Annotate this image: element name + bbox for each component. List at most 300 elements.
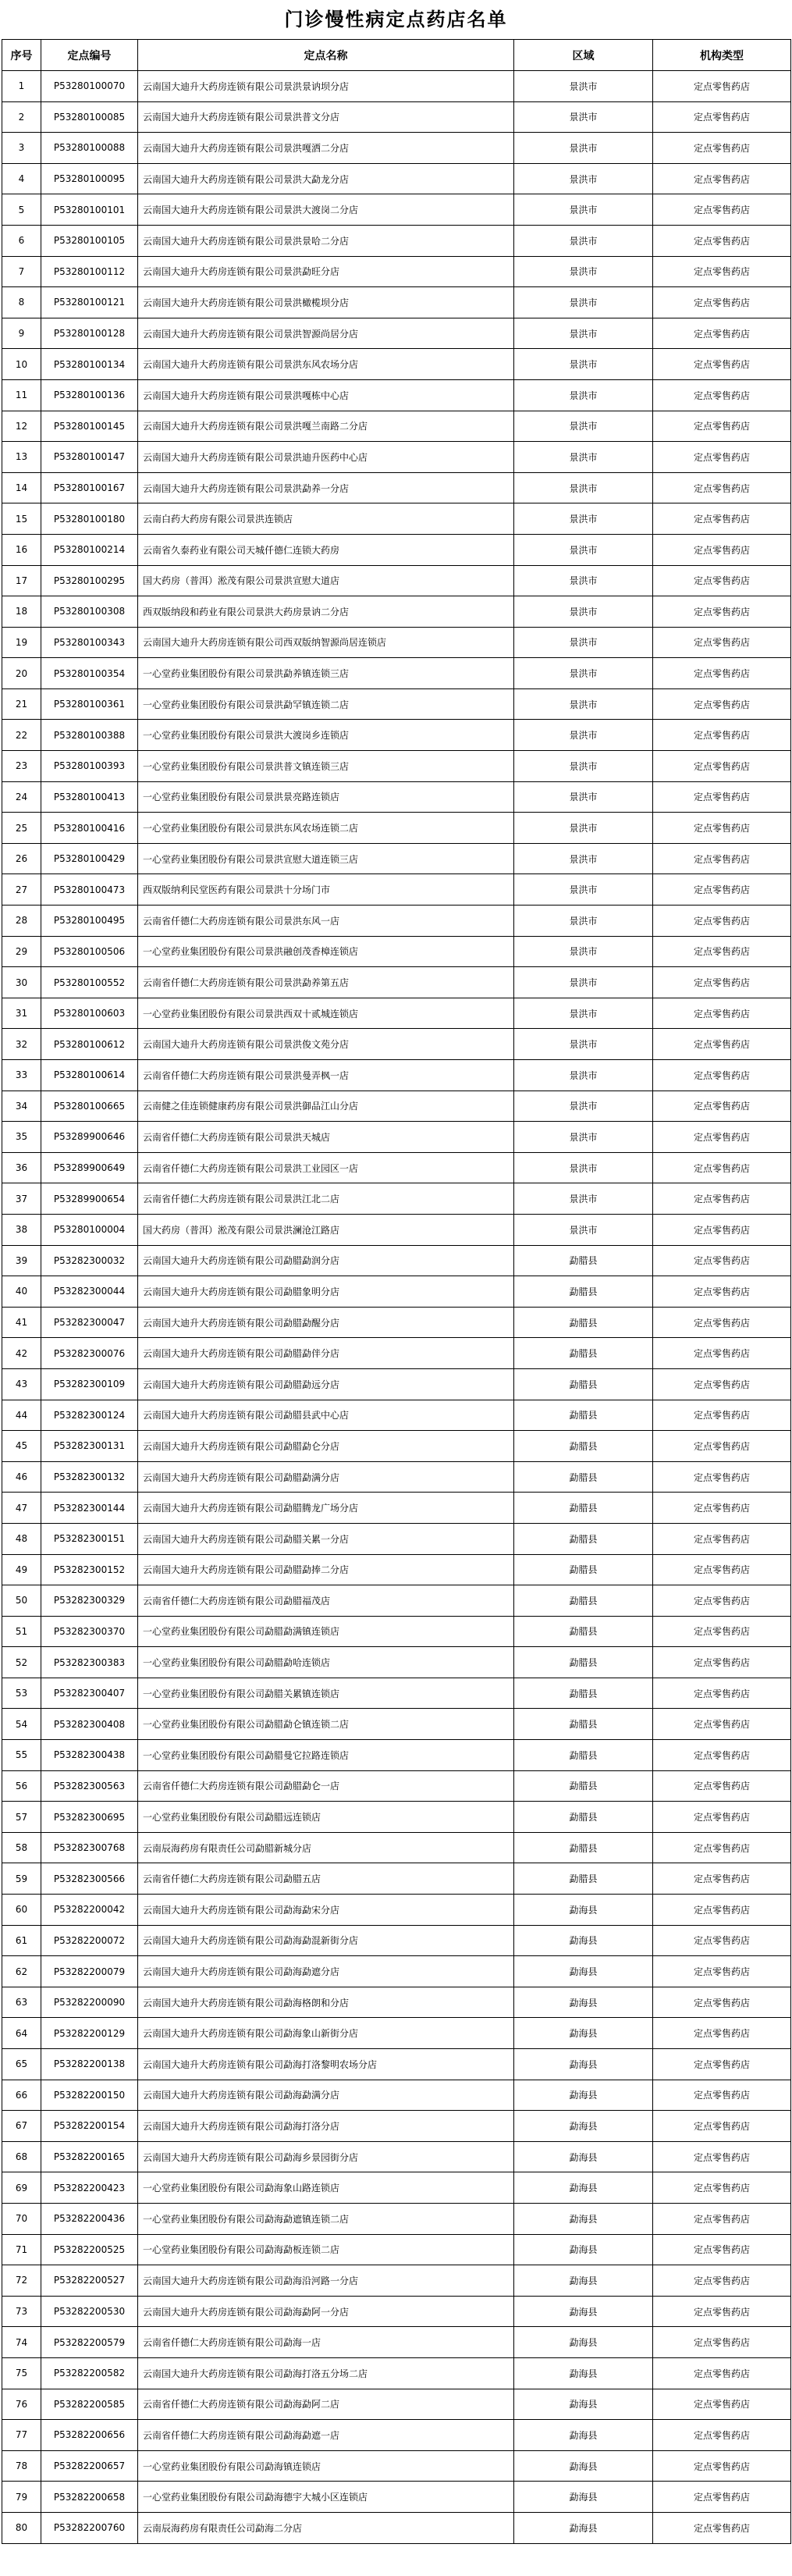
- cell-code: P53282200042: [41, 1895, 138, 1926]
- cell-type: 定点零售药店: [653, 688, 791, 720]
- cell-type: 定点零售药店: [653, 813, 791, 844]
- cell-region: 勐腊县: [514, 1523, 653, 1554]
- cell-type: 定点零售药店: [653, 1678, 791, 1709]
- cell-type: 定点零售药店: [653, 1183, 791, 1215]
- table-row: [2, 2450, 791, 2482]
- cell-name: 一心堂药业集团股份有限公司景洪西双十贰城连锁店: [138, 998, 514, 1029]
- cell-type: 定点零售药店: [653, 225, 791, 256]
- cell-type: 定点零售药店: [653, 1770, 791, 1802]
- cell-code: P53282200579: [41, 2327, 138, 2358]
- cell-region: 勐海县: [514, 2482, 653, 2513]
- cell-name: 云南国大迪升大药房连锁有限公司西双版纳智源尚居连锁店: [138, 627, 514, 658]
- table-row: [2, 1863, 791, 1895]
- cell-region: 勐腊县: [514, 1770, 653, 1802]
- cell-code: P53280100495: [41, 906, 138, 937]
- cell-type: 定点零售药店: [653, 163, 791, 194]
- cell-code: P53280100112: [41, 256, 138, 287]
- table-row: [2, 534, 791, 565]
- table-row: [2, 1987, 791, 2018]
- cell-type: 定点零售药店: [653, 2482, 791, 2513]
- table-row: [2, 1554, 791, 1585]
- cell-type: 定点零售药店: [653, 2172, 791, 2204]
- cell-type: 定点零售药店: [653, 2450, 791, 2482]
- cell-region: 勐海县: [514, 1895, 653, 1926]
- table-row: [2, 2172, 791, 2204]
- cell-code: P53280100085: [41, 101, 138, 133]
- cell-name: 云南国大迪升大药房连锁有限公司勐海象山新街分店: [138, 2018, 514, 2049]
- cell-code: P53282300152: [41, 1554, 138, 1585]
- cell-region: 勐腊县: [514, 1368, 653, 1400]
- table-row: [2, 1276, 791, 1308]
- cell-name: 云南省仟德仁大药房连锁有限公司景洪曼弄枫一店: [138, 1060, 514, 1091]
- cell-name: 云南国大迪升大药房连锁有限公司勐腊勐醒分店: [138, 1307, 514, 1338]
- cell-code: P53282200165: [41, 2141, 138, 2172]
- cell-type: 定点零售药店: [653, 534, 791, 565]
- cell-type: 定点零售药店: [653, 194, 791, 226]
- cell-region: 景洪市: [514, 133, 653, 164]
- cell-name: 一心堂药业集团股份有限公司勐腊勐哈连锁店: [138, 1647, 514, 1678]
- cell-index: 43: [2, 1368, 41, 1400]
- cell-type: 定点零售药店: [653, 936, 791, 967]
- cell-code: P53280100167: [41, 472, 138, 503]
- cell-type: 定点零售药店: [653, 379, 791, 411]
- cell-region: 景洪市: [514, 1122, 653, 1153]
- cell-index: 2: [2, 101, 41, 133]
- cell-region: 景洪市: [514, 688, 653, 720]
- cell-name: 一心堂药业集团股份有限公司勐海德宇大城小区连锁店: [138, 2482, 514, 2513]
- cell-region: 勐海县: [514, 2357, 653, 2389]
- cell-code: P53280100393: [41, 751, 138, 782]
- cell-region: 勐海县: [514, 2234, 653, 2265]
- cell-name: 云南国大迪升大药房连锁有限公司景洪大渡岗二分店: [138, 194, 514, 226]
- cell-name: 云南国大迪升大药房连锁有限公司勐腊勐满分店: [138, 1461, 514, 1493]
- cell-name: 云南省仟德仁大药房连锁有限公司勐海一店: [138, 2327, 514, 2358]
- cell-region: 景洪市: [514, 936, 653, 967]
- cell-index: 1: [2, 71, 41, 102]
- cell-name: 云南辰海药房有限责任公司勐海二分店: [138, 2512, 514, 2543]
- cell-type: 定点零售药店: [653, 843, 791, 874]
- cell-index: 17: [2, 565, 41, 596]
- cell-type: 定点零售药店: [653, 1091, 791, 1122]
- cell-type: 定点零售药店: [653, 1368, 791, 1400]
- cell-region: 景洪市: [514, 781, 653, 813]
- cell-type: 定点零售药店: [653, 349, 791, 380]
- cell-type: 定点零售药店: [653, 133, 791, 164]
- cell-name: 云南国大迪升大药房连锁有限公司勐海勐阿一分店: [138, 2296, 514, 2327]
- cell-code: P53282300695: [41, 1802, 138, 1833]
- cell-name: 云南省仟德仁大药房连锁有限公司勐腊勐仑一店: [138, 1770, 514, 1802]
- cell-code: P53280100473: [41, 874, 138, 906]
- pharmacy-table: [2, 39, 791, 2544]
- cell-code: P53280100343: [41, 627, 138, 658]
- cell-type: 定点零售药店: [653, 751, 791, 782]
- cell-index: 70: [2, 2203, 41, 2234]
- cell-region: 景洪市: [514, 1029, 653, 1060]
- cell-region: 景洪市: [514, 843, 653, 874]
- cell-name: 云南国大迪升大药房连锁有限公司景洪嘎洒二分店: [138, 133, 514, 164]
- table-row: [2, 194, 791, 226]
- cell-type: 定点零售药店: [653, 1152, 791, 1183]
- cell-code: P53280100101: [41, 194, 138, 226]
- cell-index: 56: [2, 1770, 41, 1802]
- table-row: [2, 1461, 791, 1493]
- cell-name: 云南省仟德仁大药房连锁有限公司勐海勐遮一店: [138, 2420, 514, 2451]
- cell-name: 云南国大迪升大药房连锁有限公司勐腊勐润分店: [138, 1245, 514, 1276]
- table-row: [2, 411, 791, 442]
- cell-region: 勐海县: [514, 2296, 653, 2327]
- cell-name: 一心堂药业集团股份有限公司景洪景亮路连锁店: [138, 781, 514, 813]
- table-row: [2, 318, 791, 349]
- cell-code: P53280100147: [41, 442, 138, 473]
- table-row: [2, 101, 791, 133]
- cell-index: 26: [2, 843, 41, 874]
- cell-code: P53280100145: [41, 411, 138, 442]
- cell-code: P53280100180: [41, 503, 138, 535]
- cell-region: 景洪市: [514, 349, 653, 380]
- cell-type: 定点零售药店: [653, 2234, 791, 2265]
- cell-name: 云南国大迪升大药房连锁有限公司景洪橄榄坝分店: [138, 287, 514, 318]
- cell-type: 定点零售药店: [653, 1400, 791, 1431]
- cell-code: P53280100134: [41, 349, 138, 380]
- cell-type: 定点零售药店: [653, 2512, 791, 2543]
- cell-code: P53280100308: [41, 596, 138, 628]
- table-row: [2, 658, 791, 689]
- cell-code: P53282300408: [41, 1709, 138, 1740]
- cell-code: P53282300076: [41, 1338, 138, 1369]
- cell-type: 定点零售药店: [653, 1276, 791, 1308]
- cell-name: 一心堂药业集团股份有限公司景洪东风农场连锁二店: [138, 813, 514, 844]
- cell-type: 定点零售药店: [653, 658, 791, 689]
- cell-code: P53282300109: [41, 1368, 138, 1400]
- cell-code: P53282200138: [41, 2049, 138, 2080]
- cell-index: 40: [2, 1276, 41, 1308]
- table-row: [2, 349, 791, 380]
- table-row: [2, 2111, 791, 2142]
- cell-region: 景洪市: [514, 1214, 653, 1245]
- cell-code: P53282200657: [41, 2450, 138, 2482]
- table-row: [2, 936, 791, 967]
- cell-name: 国大药房（普洱）淞茂有限公司景洪宣慰大道店: [138, 565, 514, 596]
- cell-code: P53282300383: [41, 1647, 138, 1678]
- table-row: [2, 472, 791, 503]
- cell-index: 73: [2, 2296, 41, 2327]
- cell-code: P53280100614: [41, 1060, 138, 1091]
- cell-name: 一心堂药业集团股份有限公司勐海勐遮镇连锁二店: [138, 2203, 514, 2234]
- table-row: [2, 1152, 791, 1183]
- cell-region: 景洪市: [514, 751, 653, 782]
- cell-type: 定点零售药店: [653, 1709, 791, 1740]
- cell-name: 一心堂药业集团股份有限公司勐腊曼它拉路连锁店: [138, 1740, 514, 1771]
- header-index: 序号: [2, 40, 41, 71]
- cell-region: 景洪市: [514, 71, 653, 102]
- cell-region: 勐腊县: [514, 1832, 653, 1863]
- cell-name: 云南省仟德仁大药房连锁有限公司景洪天城店: [138, 1122, 514, 1153]
- cell-code: P53282300329: [41, 1585, 138, 1617]
- cell-name: 一心堂药业集团股份有限公司勐海象山路连锁店: [138, 2172, 514, 2204]
- table-row: [2, 442, 791, 473]
- table-row: [2, 1060, 791, 1091]
- cell-code: P53280100361: [41, 688, 138, 720]
- cell-code: P53282300370: [41, 1616, 138, 1647]
- table-row: [2, 1029, 791, 1060]
- table-row: [2, 688, 791, 720]
- cell-code: P53280100354: [41, 658, 138, 689]
- cell-type: 定点零售药店: [653, 2357, 791, 2389]
- cell-index: 29: [2, 936, 41, 967]
- cell-code: P53280100612: [41, 1029, 138, 1060]
- cell-code: P53280100214: [41, 534, 138, 565]
- cell-index: 33: [2, 1060, 41, 1091]
- cell-index: 53: [2, 1678, 41, 1709]
- table-row: [2, 1925, 791, 1956]
- table-row: [2, 1493, 791, 1524]
- cell-name: 云南国大迪升大药房连锁有限公司景洪迪升医药中心店: [138, 442, 514, 473]
- cell-name: 云南省仟德仁大药房连锁有限公司景洪东风一店: [138, 906, 514, 937]
- cell-region: 景洪市: [514, 318, 653, 349]
- cell-type: 定点零售药店: [653, 1925, 791, 1956]
- cell-name: 云南省仟德仁大药房连锁有限公司景洪勐养第五店: [138, 967, 514, 998]
- table-row: [2, 2234, 791, 2265]
- cell-index: 11: [2, 379, 41, 411]
- table-row: [2, 133, 791, 164]
- cell-name: 云南国大迪升大药房连锁有限公司勐腊腾龙广场分店: [138, 1493, 514, 1524]
- cell-name: 云南国大迪升大药房连锁有限公司勐海格朗和分店: [138, 1987, 514, 2018]
- cell-type: 定点零售药店: [653, 1461, 791, 1493]
- cell-name: 云南省仟德仁大药房连锁有限公司景洪江北二店: [138, 1183, 514, 1215]
- table-body: [2, 71, 791, 2544]
- cell-index: 24: [2, 781, 41, 813]
- cell-index: 8: [2, 287, 41, 318]
- cell-type: 定点零售药店: [653, 1832, 791, 1863]
- cell-region: 勐海县: [514, 2450, 653, 2482]
- cell-region: 勐腊县: [514, 1554, 653, 1585]
- cell-code: P53280100121: [41, 287, 138, 318]
- cell-type: 定点零售药店: [653, 2203, 791, 2234]
- cell-name: 一心堂药业集团股份有限公司景洪勐罕镇连锁二店: [138, 688, 514, 720]
- cell-type: 定点零售药店: [653, 472, 791, 503]
- cell-region: 勐腊县: [514, 1585, 653, 1617]
- cell-index: 16: [2, 534, 41, 565]
- cell-name: 云南国大迪升大药房连锁有限公司勐海打洛分店: [138, 2111, 514, 2142]
- cell-code: P53280100295: [41, 565, 138, 596]
- cell-region: 勐腊县: [514, 1307, 653, 1338]
- cell-type: 定点零售药店: [653, 1493, 791, 1524]
- cell-index: 62: [2, 1956, 41, 1987]
- cell-name: 一心堂药业集团股份有限公司景洪融创茂香樟连锁店: [138, 936, 514, 967]
- cell-region: 景洪市: [514, 256, 653, 287]
- cell-type: 定点零售药店: [653, 2327, 791, 2358]
- cell-name: 云南国大迪升大药房连锁有限公司勐海打洛黎明农场分店: [138, 2049, 514, 2080]
- table-row: [2, 1802, 791, 1833]
- cell-region: 勐腊县: [514, 1431, 653, 1462]
- cell-name: 云南省仟德仁大药房连锁有限公司景洪工业园区一店: [138, 1152, 514, 1183]
- cell-type: 定点零售药店: [653, 1029, 791, 1060]
- cell-region: 勐海县: [514, 1956, 653, 1987]
- cell-type: 定点零售药店: [653, 781, 791, 813]
- cell-index: 68: [2, 2141, 41, 2172]
- cell-name: 云南辰海药房有限责任公司勐腊新城分店: [138, 1832, 514, 1863]
- cell-index: 80: [2, 2512, 41, 2543]
- cell-type: 定点零售药店: [653, 1802, 791, 1833]
- cell-index: 75: [2, 2357, 41, 2389]
- cell-index: 47: [2, 1493, 41, 1524]
- cell-code: P53280100552: [41, 967, 138, 998]
- cell-index: 46: [2, 1461, 41, 1493]
- cell-region: 景洪市: [514, 906, 653, 937]
- cell-index: 14: [2, 472, 41, 503]
- cell-code: P53282300144: [41, 1493, 138, 1524]
- table-row: [2, 1740, 791, 1771]
- cell-index: 48: [2, 1523, 41, 1554]
- cell-name: 西双版纳利民堂医药有限公司景洪十分场门市: [138, 874, 514, 906]
- cell-name: 一心堂药业集团股份有限公司景洪大渡岗乡连锁店: [138, 720, 514, 751]
- cell-index: 6: [2, 225, 41, 256]
- cell-name: 云南国大迪升大药房连锁有限公司勐海勐宋分店: [138, 1895, 514, 1926]
- cell-name: 云南国大迪升大药房连锁有限公司景洪智源尚居分店: [138, 318, 514, 349]
- cell-index: 50: [2, 1585, 41, 1617]
- table-row: [2, 2018, 791, 2049]
- cell-index: 4: [2, 163, 41, 194]
- cell-type: 定点零售药店: [653, 287, 791, 318]
- cell-index: 78: [2, 2450, 41, 2482]
- cell-type: 定点零售药店: [653, 2049, 791, 2080]
- cell-name: 云南国大迪升大药房连锁有限公司勐腊勐仑分店: [138, 1431, 514, 1462]
- cell-region: 勐腊县: [514, 1647, 653, 1678]
- cell-index: 66: [2, 2080, 41, 2111]
- cell-code: P53280100416: [41, 813, 138, 844]
- cell-index: 74: [2, 2327, 41, 2358]
- cell-index: 55: [2, 1740, 41, 1771]
- cell-type: 定点零售药店: [653, 71, 791, 102]
- cell-code: P53282300131: [41, 1431, 138, 1462]
- cell-index: 63: [2, 1987, 41, 2018]
- cell-code: P53282200423: [41, 2172, 138, 2204]
- cell-index: 72: [2, 2265, 41, 2297]
- cell-type: 定点零售药店: [653, 1431, 791, 1462]
- table-row: [2, 813, 791, 844]
- cell-index: 7: [2, 256, 41, 287]
- cell-index: 76: [2, 2389, 41, 2420]
- cell-region: 勐腊县: [514, 1709, 653, 1740]
- cell-region: 景洪市: [514, 379, 653, 411]
- cell-name: 一心堂药业集团股份有限公司勐海镇连锁店: [138, 2450, 514, 2482]
- cell-index: 49: [2, 1554, 41, 1585]
- cell-region: 勐海县: [514, 2018, 653, 2049]
- cell-index: 39: [2, 1245, 41, 1276]
- cell-region: 景洪市: [514, 472, 653, 503]
- cell-name: 云南国大迪升大药房连锁有限公司勐海勐满分店: [138, 2080, 514, 2111]
- cell-index: 36: [2, 1152, 41, 1183]
- cell-index: 44: [2, 1400, 41, 1431]
- cell-region: 勐腊县: [514, 1863, 653, 1895]
- cell-code: P53280100413: [41, 781, 138, 813]
- cell-region: 景洪市: [514, 813, 653, 844]
- cell-name: 云南省仟德仁大药房连锁有限公司勐腊福茂店: [138, 1585, 514, 1617]
- cell-code: P53282200585: [41, 2389, 138, 2420]
- cell-type: 定点零售药店: [653, 1122, 791, 1153]
- cell-region: 景洪市: [514, 534, 653, 565]
- cell-region: 勐腊县: [514, 1616, 653, 1647]
- table-row: [2, 2512, 791, 2543]
- table-row: [2, 2357, 791, 2389]
- table-row: [2, 1895, 791, 1926]
- table-row: [2, 225, 791, 256]
- cell-region: 勐海县: [514, 2111, 653, 2142]
- table-row: [2, 1245, 791, 1276]
- cell-region: 景洪市: [514, 101, 653, 133]
- cell-region: 勐海县: [514, 2265, 653, 2297]
- cell-name: 国大药房（普洱）淞茂有限公司景洪澜沧江路店: [138, 1214, 514, 1245]
- cell-region: 景洪市: [514, 1091, 653, 1122]
- cell-region: 勐海县: [514, 2203, 653, 2234]
- table-row: [2, 874, 791, 906]
- cell-type: 定点零售药店: [653, 1956, 791, 1987]
- header-region: 区域: [514, 40, 653, 71]
- cell-index: 61: [2, 1925, 41, 1956]
- cell-code: P53282300032: [41, 1245, 138, 1276]
- cell-name: 云南国大迪升大药房连锁有限公司景洪嘎栋中心店: [138, 379, 514, 411]
- cell-code: P53282300407: [41, 1678, 138, 1709]
- cell-index: 45: [2, 1431, 41, 1462]
- cell-code: P53280100128: [41, 318, 138, 349]
- cell-code: P53282200072: [41, 1925, 138, 1956]
- cell-region: 景洪市: [514, 287, 653, 318]
- table-row: [2, 1770, 791, 1802]
- cell-index: 15: [2, 503, 41, 535]
- cell-region: 景洪市: [514, 225, 653, 256]
- table-row: [2, 2080, 791, 2111]
- cell-region: 勐海县: [514, 2049, 653, 2080]
- cell-name: 云南国大迪升大药房连锁有限公司勐腊县武中心店: [138, 1400, 514, 1431]
- cell-region: 勐海县: [514, 2389, 653, 2420]
- cell-index: 3: [2, 133, 41, 164]
- cell-index: 51: [2, 1616, 41, 1647]
- cell-code: P53282200527: [41, 2265, 138, 2297]
- cell-code: P53282300047: [41, 1307, 138, 1338]
- cell-region: 勐海县: [514, 1925, 653, 1956]
- cell-type: 定点零售药店: [653, 1647, 791, 1678]
- cell-index: 21: [2, 688, 41, 720]
- cell-region: 景洪市: [514, 442, 653, 473]
- cell-type: 定点零售药店: [653, 1523, 791, 1554]
- cell-code: P53280100095: [41, 163, 138, 194]
- cell-code: P53289900649: [41, 1152, 138, 1183]
- cell-name: 云南国大迪升大药房连锁有限公司景洪勐旺分店: [138, 256, 514, 287]
- cell-code: P53282300044: [41, 1276, 138, 1308]
- cell-type: 定点零售药店: [653, 1245, 791, 1276]
- cell-name: 云南国大迪升大药房连锁有限公司勐腊勐远分店: [138, 1368, 514, 1400]
- cell-index: 79: [2, 2482, 41, 2513]
- table-row: [2, 2327, 791, 2358]
- cell-index: 77: [2, 2420, 41, 2451]
- cell-index: 30: [2, 967, 41, 998]
- cell-code: P53282300151: [41, 1523, 138, 1554]
- cell-name: 云南国大迪升大药房连锁有限公司勐海勐遮分店: [138, 1956, 514, 1987]
- table-row: [2, 2389, 791, 2420]
- cell-region: 勐海县: [514, 2420, 653, 2451]
- cell-region: 勐腊县: [514, 1338, 653, 1369]
- cell-code: P53280100136: [41, 379, 138, 411]
- cell-code: P53282200129: [41, 2018, 138, 2049]
- cell-index: 10: [2, 349, 41, 380]
- cell-index: 41: [2, 1307, 41, 1338]
- cell-index: 18: [2, 596, 41, 628]
- cell-region: 景洪市: [514, 874, 653, 906]
- cell-name: 一心堂药业集团股份有限公司景洪宣慰大道连锁三店: [138, 843, 514, 874]
- cell-code: P53282200530: [41, 2296, 138, 2327]
- cell-region: 景洪市: [514, 411, 653, 442]
- cell-name: 云南国大迪升大药房连锁有限公司勐海乡景园街分店: [138, 2141, 514, 2172]
